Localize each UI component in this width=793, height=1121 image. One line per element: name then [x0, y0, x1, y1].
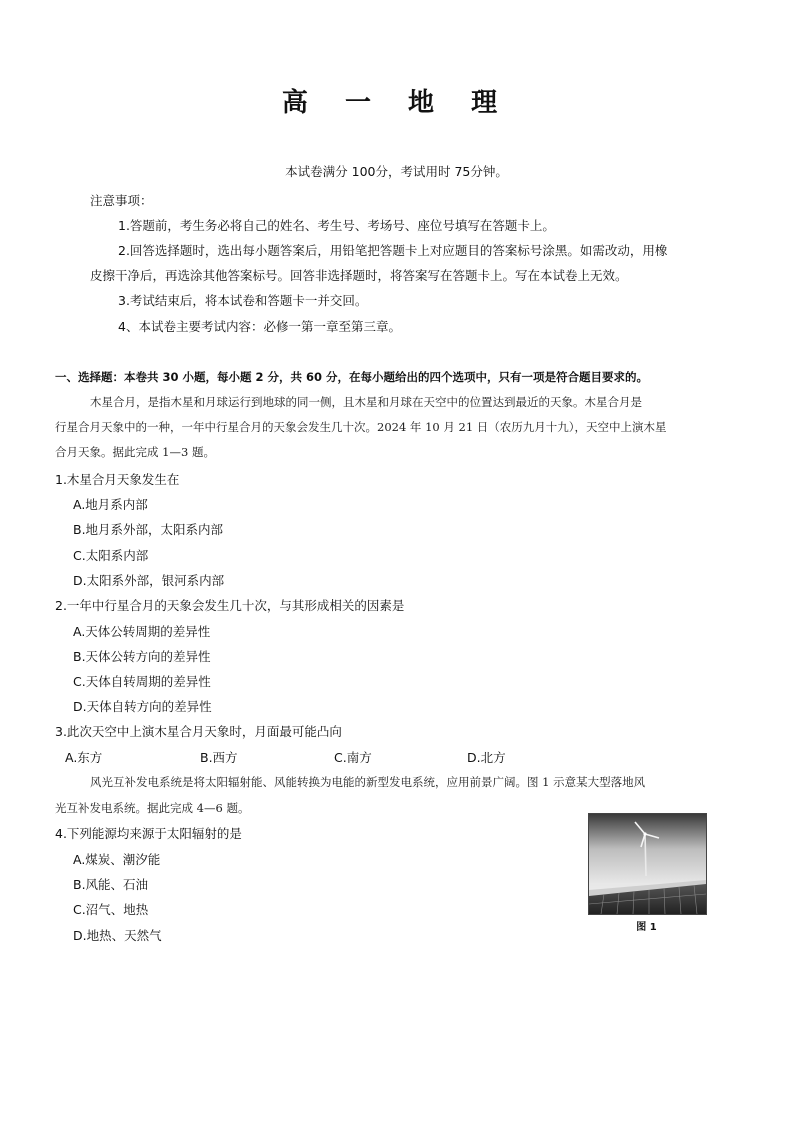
- question-2-stem: 2.一年中行星合月的天象会发生几十次，与其形成相关的因素是: [55, 598, 405, 613]
- page-title: 高 一 地 理: [281, 88, 512, 118]
- question-1-stem: 1.木星合月天象发生在: [55, 472, 180, 487]
- question-1-option-c: C.太阳系内部: [73, 548, 149, 563]
- figure-caption: 图 1: [636, 922, 657, 933]
- question-4-option-c: C.沼气、地热: [73, 902, 149, 917]
- question-3-stem: 3.此次天空中上演木星合月天象时，月面最可能凸向: [55, 724, 342, 739]
- notes-heading: 注意事项：: [90, 193, 153, 208]
- question-2-option-a: A.天体公转周期的差异性: [73, 624, 211, 639]
- question-3-option-c: C.南方: [334, 750, 372, 765]
- section-heading: 一、选择题：本卷共 30 小题，每小题 2 分，共 60 分，在每小题给出的四个选项中，只有一项是符合题目要求的。: [55, 370, 649, 384]
- question-2-option-c: C.天体自转周期的差异性: [73, 674, 211, 689]
- question-4-stem: 4.下列能源均来源于太阳辐射的是: [55, 826, 242, 841]
- question-1-option-d: D.太阳系外部，银河系内部: [73, 573, 225, 588]
- note-item-3: 3.考试结束后，将本试卷和答题卡一并交回。: [118, 293, 368, 308]
- passage-2-line-1: 风光互补发电系统是将太阳辐射能、风能转换为电能的新型发电系统，应用前景广阔。图 1 示意某大型落地风: [90, 775, 646, 789]
- question-2-option-d: D.天体自转方向的差异性: [73, 699, 212, 714]
- note-item-4: 4、本试卷主要考试内容：必修一第一章至第三章。: [118, 319, 401, 334]
- note-item-2-line-2: 皮擦干净后，再选涂其他答案标号。回答非选择题时，将答案写在答题卡上。写在本试卷上无效。: [90, 268, 628, 283]
- passage-2-line-2: 光互补发电系统。据此完成 4—6 题。: [55, 801, 250, 815]
- passage-1-line-3: 合月天象。据此完成 1—3 题。: [55, 445, 215, 459]
- note-item-2-line-1: 2.回答选择题时，选出每小题答案后，用铅笔把答题卡上对应题目的答案标号涂黑。如需改动，用橡: [118, 243, 668, 258]
- question-4-option-b: B.风能、石油: [73, 877, 149, 892]
- wind-turbine-solar-panel-icon: [589, 814, 706, 914]
- wind-solar-photo: [588, 813, 707, 915]
- question-1-option-b: B.地月系外部，太阳系内部: [73, 522, 224, 537]
- question-3-option-b: B.西方: [200, 750, 238, 765]
- question-3-option-d: D.北方: [467, 750, 506, 765]
- exam-info: 本试卷满分 100分，考试用时 75分钟。: [285, 164, 508, 179]
- note-item-1: 1.答题前，考生务必将自己的姓名、考生号、考场号、座位号填写在答题卡上。: [118, 218, 555, 233]
- passage-1-line-1: 木星合月，是指木星和月球运行到地球的同一侧，且木星和月球在天空中的位置达到最近的天象。木星合月是: [90, 395, 642, 409]
- question-3-option-a: A.东方: [65, 750, 103, 765]
- question-4-option-d: D.地热、天然气: [73, 928, 162, 943]
- question-4-option-a: A.煤炭、潮汐能: [73, 852, 161, 867]
- passage-1-line-2: 行星合月天象中的一种，一年中行星合月的天象会发生几十次。2024 年 10 月 21 日（农历九月十九），天空中上演木星: [55, 420, 667, 434]
- question-2-option-b: B.天体公转方向的差异性: [73, 649, 211, 664]
- question-1-option-a: A.地月系内部: [73, 497, 148, 512]
